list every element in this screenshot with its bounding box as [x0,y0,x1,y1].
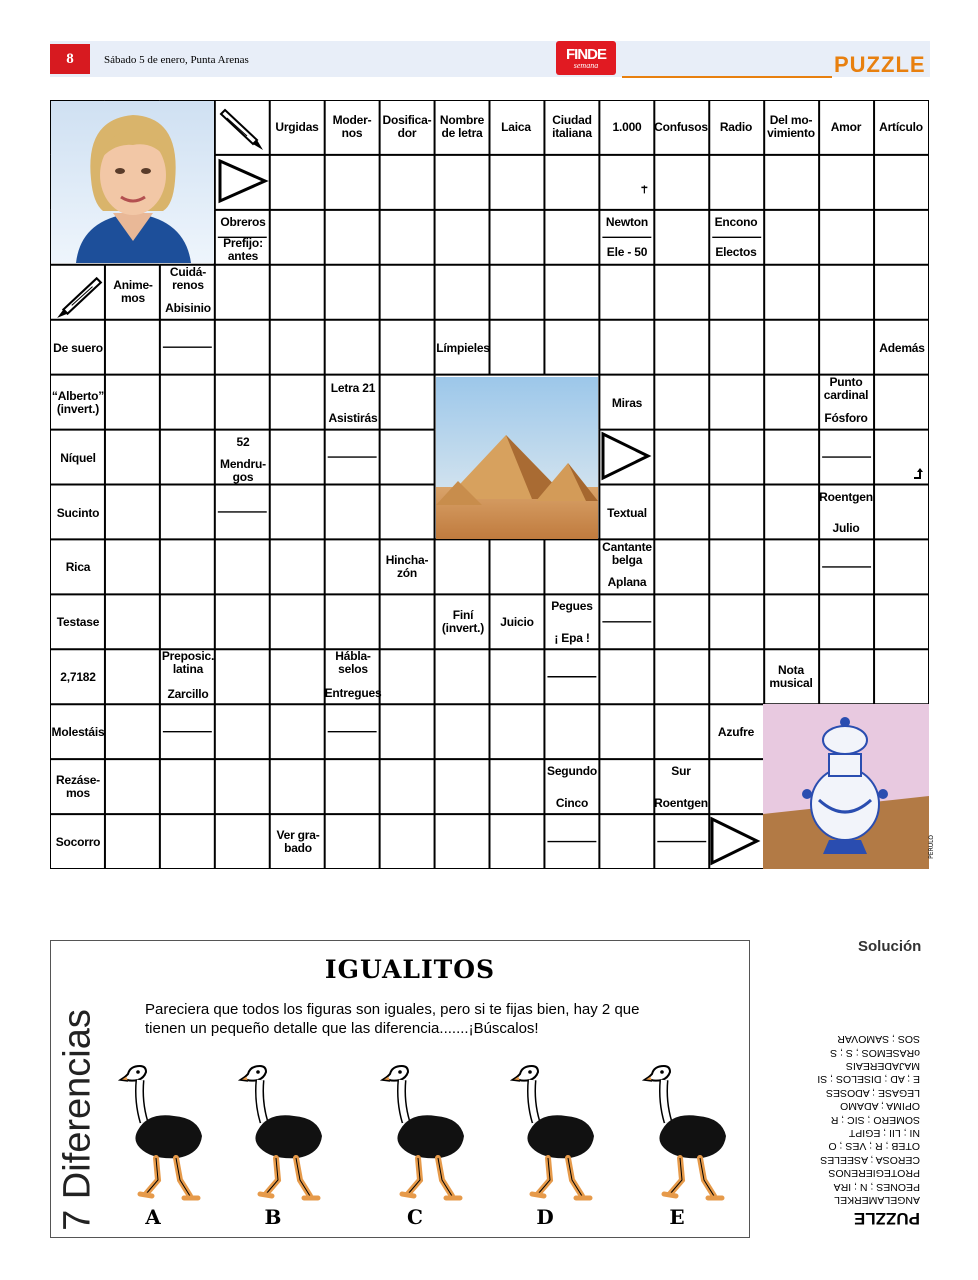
clue-nota-musical: Nota musical [769,663,813,690]
clue-pegues: Pegues [551,598,593,613]
header-date: Sábado 5 de enero, Punta Arenas [104,54,249,66]
clue-amor: Amor [830,119,862,134]
ostrich-figure [238,1062,328,1216]
clue-encono: Encono [714,214,758,229]
clue-cantante-belga: Cantante belga [602,540,652,567]
logo-subtext: semana [573,60,599,70]
solution-line: PROTEGIERENOS [828,1167,920,1180]
ostrich-letter: A [145,1205,161,1229]
clue-52: 52 [236,434,250,449]
crossword-grid [50,100,929,869]
pen-icon [53,270,105,322]
clue-aplana: Aplana [607,574,647,589]
solution-line: NI ; LII ; EGIPT [848,1126,920,1139]
solution-line: SOS ; SAMOVAR [837,1033,920,1046]
solution-block [780,1018,920,1228]
clue-preposic: Preposic. latina [161,649,215,676]
clue-rezasemos: Rezáse- mos [56,773,100,800]
clue-roentgen-2: Roentgen [654,795,708,810]
ostrich-figure [510,1062,600,1216]
clue-newton: Newton [605,214,649,229]
clue-electos: Electos [715,244,757,259]
solution-line: OPIMA ; ADAMO [840,1100,920,1113]
page-number: 8 [50,44,90,74]
clue-del-movimiento: Del mo- vimiento [767,113,815,140]
arrow-icon [217,158,269,204]
clue-cuidarenos: Cuidá- renos [169,265,207,292]
clue-fini: Finí (invert.) [441,608,485,635]
samovar-photo [763,704,929,869]
clue-segundo: Segundo [547,763,597,778]
clue-hablaselos: Hábla- selos [335,649,371,676]
clue-prefijo-antes: Prefijo: antes [223,236,263,263]
clue-julio: Julio [832,520,860,535]
pen-icon [217,104,267,154]
solution-line: LEGASE ; ADOSES [826,1086,920,1099]
clue-punto-cardinal: Punto cardinal [823,375,869,402]
solution-line: CEROSA ; ASEELES [820,1153,920,1166]
clue-confusos: Confusos [654,119,708,134]
arrow-icon [709,816,761,866]
ostrich-figure [380,1062,470,1216]
solution-line: SOMERO ; SIC ; R [830,1113,920,1126]
ostrich-letter: D [536,1205,554,1229]
clue-animemos: Anime- mos [113,278,153,305]
clue-hinchazon: Hincha- zón [385,553,429,580]
clue-entregues: Entregues [324,685,382,700]
clue-1000: 1.000 [612,119,642,134]
solution-line: ANGELAMERKEL [834,1194,920,1206]
corner-arrow-icon [912,466,926,480]
photo-credit: PERULO [928,835,935,859]
clue-radio: Radio [719,119,753,134]
clue-ciudad-italiana: Ciudad italiana [552,113,592,140]
header-rule [622,76,832,78]
clue-nombre-letra: Nombre de letra [439,113,485,140]
igualitos-instructions: Pareciera que todos los figuras son iguales, pero si te fijas bien, hay 2 que tienen un pequeño detalle que las diferencia.......¡Búscalos! [145,1001,640,1037]
diferencias-label [28,990,128,1250]
solution-title: Solución [858,938,922,955]
solution-heading: PUZZLE [853,1209,920,1228]
clue-zarcillo: Zarcillo [167,686,209,701]
clue-mendrugos: Mendru- gos [220,457,266,484]
clue-ver-grabado: Ver gra- bado [276,828,320,855]
clue-molestais: Molestáis [51,724,105,739]
solution-line: OTEB ; R ; VES ; O [828,1140,920,1153]
clue-roentgen-1: Roentgen [819,489,873,504]
logo-text: FINDE [566,45,606,63]
clue-abisinio: Abisinio [165,300,211,315]
clue-fosforo: Fósforo [824,410,868,425]
ostrich-letter: B [264,1205,282,1229]
solution-line: oRASEMOS ; S ; S [830,1046,920,1059]
igualitos-title: IGUALITOS [324,955,496,984]
clue-articulo: Artículo [879,119,923,134]
section-title: PUZZLE [834,52,926,77]
clue-dosificador: Dosifica- dor [382,113,432,140]
solution-line: PEONES ; N ; IRA [833,1180,920,1193]
finde-logo [556,41,616,75]
clue-de-suero: De suero [53,340,103,355]
clue-sucinto: Sucinto [56,505,100,520]
clue-epa: ¡ Epa ! [554,630,590,645]
clue-azufre: Azufre [717,724,755,739]
clue-testase: Testase [56,614,100,629]
clue-ele50: Ele - 50 [606,244,648,259]
clue-socorro: Socorro [55,834,101,849]
clue-cinco: Cinco [555,795,589,810]
clue-laica: Laica [501,119,531,134]
clue-limpieles: Límpieles [436,340,490,355]
ostrich-figure [118,1062,208,1216]
arrow-icon [600,431,652,481]
diferencias-text: 7 Diferencias [56,1009,99,1231]
clue-e-const: 2,7182 [60,669,96,684]
pyramids-photo [436,377,598,539]
clue-modernos: Moder- nos [332,113,372,140]
clue-obreros: Obreros [220,214,266,229]
clue-miras: Miras [611,395,643,410]
clue-urgidas: Urgidas [275,119,319,134]
clue-letra21: Letra 21 [330,380,376,395]
clue-niquel: Níquel [60,450,96,465]
clue-textual: Textual [607,505,647,520]
clue-alberto: “Alberto” (invert.) [51,389,105,416]
ostrich-letter: C [407,1205,423,1229]
solution-line: MAJADEREAIS [845,1059,920,1072]
portrait-photo [51,101,214,263]
solution-line: E ; AD ; DISELOS ; SI [817,1073,920,1086]
clue-sur: Sur [671,763,691,778]
clue-asistiras: Asistirás [328,410,378,425]
clue-rica: Rica [65,559,91,574]
clue-ademas: Además [879,340,925,355]
ostrich-figure [642,1062,732,1216]
clue-juicio: Juicio [500,614,534,629]
ostrich-letter: E [669,1205,685,1229]
